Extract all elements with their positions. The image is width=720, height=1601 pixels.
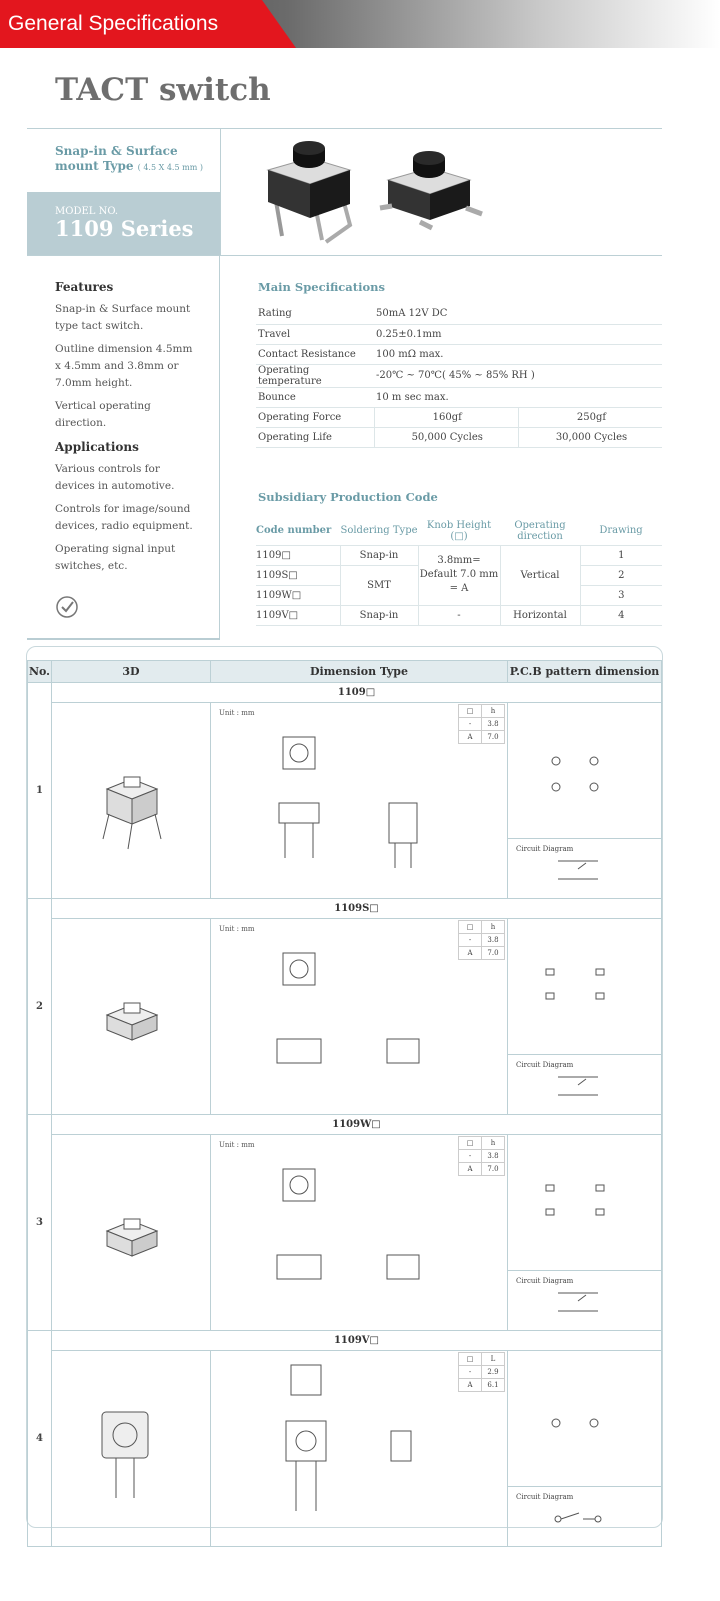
dimension-cell [211,1351,508,1547]
header-title: General Specifications [8,12,219,35]
knob-cell: - [418,605,500,625]
unit-label: Unit : mm [219,925,255,933]
solder-cell: SMT [340,565,418,605]
spec-value: 50,000 Cycles [374,427,518,447]
application-item: Operating signal input switches, etc. [55,543,176,572]
pcb-cell [508,1351,662,1487]
application-item: Controls for image/sound devices, radio equipment. [55,503,193,532]
spec-value: 250gf [518,407,662,427]
spec-label: Operating temperature [256,364,374,387]
circuit-label: Circuit Diagram [516,1061,574,1069]
col-header: Operating direction [500,517,580,545]
col-header: Soldering Type [340,517,418,545]
circuit-label: Circuit Diagram [516,1277,574,1285]
spec-value: 160gf [374,407,518,427]
features-heading: Features [55,280,114,294]
direction-cell: Vertical [500,545,580,605]
switch-3d-image [52,714,210,884]
pcb-cell [508,919,662,1055]
col-header: Dimension Type [211,661,508,683]
col-header: No. [28,661,52,683]
product-photo [250,140,510,250]
drawing-cell: 4 [580,605,662,625]
circuit-cell [508,1271,662,1331]
3d-cell [52,703,211,899]
pcb-pattern [508,703,658,833]
divider [220,128,221,255]
row-number: 2 [28,899,52,1115]
solder-cell: Snap-in [340,545,418,565]
pcb-cell [508,703,662,839]
spec-value: 100 mΩ max. [374,344,662,364]
row-code: 1109W□ [52,1115,662,1135]
sidebar [27,255,220,640]
spec-value: 0.25±0.1mm [374,324,662,344]
circuit-label: Circuit Diagram [516,845,574,853]
row-code: 1109S□ [52,899,662,919]
height-table: □ h - 3.8 A 7.0 [458,1136,505,1176]
3d-cell [52,919,211,1115]
3d-cell [52,1351,211,1547]
spec-label: Operating Force [256,407,374,427]
spec-value: 50mA 12V DC [374,304,662,324]
drawing-cell: 1 [580,545,662,565]
col-header: Code number [256,517,340,545]
dimension-cell [211,703,508,899]
code-cell: 1109V□ [256,605,340,625]
circuit-cell [508,839,662,899]
code-cell: 1109S□ [256,565,340,585]
applications-heading: Applications [55,440,139,454]
spec-label: Operating Life [256,427,374,447]
col-header: Knob Height (□) [418,517,500,545]
application-item: Various controls for devices in automotive. [55,463,175,492]
feature-item: Outline dimension 4.5mm x 4.5mm and 3.8mm or 7.0mm height. [55,343,193,389]
switch-3d-image [52,1362,210,1532]
subsidiary-table [256,517,662,626]
divider [27,128,662,129]
pcb-cell [508,1135,662,1271]
subsidiary-heading: Subsidiary Production Code [258,490,438,504]
height-table: □ h - 3.8 A 7.0 [458,920,505,960]
unit-label: Unit : mm [219,1141,255,1149]
knob-cell: 3.8mm= Default 7.0 mm = A [418,545,500,605]
height-table: □ h - 3.8 A 7.0 [458,704,505,744]
circuit-cell [508,1487,662,1547]
feature-item: Vertical operating direction. [55,400,151,429]
switch-3d-image [52,1146,210,1316]
certification-icon [55,595,79,619]
row-number: 3 [28,1115,52,1331]
pcb-pattern [508,1135,658,1265]
unit-label: Unit : mm [219,709,255,717]
3d-cell [52,1135,211,1331]
dimension-cell [211,919,508,1115]
main-specs-heading: Main Specifications [258,280,385,294]
spec-value: 30,000 Cycles [518,427,662,447]
switch-snapin-image [268,141,350,242]
dimension-cell [211,1135,508,1331]
solder-cell: Snap-in [340,605,418,625]
row-number: 4 [28,1331,52,1547]
code-cell: 1109□ [256,545,340,565]
page-title: TACT switch [55,72,271,108]
switch-smt-image [380,151,482,228]
direction-cell: Horizontal [500,605,580,625]
drawing-table [27,660,662,1547]
main-specs-table [256,304,662,448]
row-code: 1109□ [52,683,662,703]
spec-label: Travel [256,324,374,344]
model-label: MODEL NO. [55,206,119,217]
sidebar-bottom-bar [27,638,220,640]
drawing-cell: 2 [580,565,662,585]
feature-item: Snap-in & Surface mount type tact switch. [55,303,191,332]
spec-label: Bounce [256,387,374,407]
row-number: 1 [28,683,52,899]
pcb-pattern [508,1351,658,1481]
spec-label: Contact Resistance [256,344,374,364]
code-cell: 1109W□ [256,585,340,605]
length-table: □ L - 2.9 A 6.1 [458,1352,505,1392]
circuit-cell [508,1055,662,1115]
drawing-cell: 3 [580,585,662,605]
switch-3d-image [52,930,210,1100]
spec-label: Rating [256,304,374,324]
col-header: Drawing [580,517,662,545]
col-header: 3D [52,661,211,683]
model-series: 1109 Series [55,216,194,241]
spec-value: -20℃ ~ 70℃( 45% ~ 85% RH ) [374,364,662,387]
circuit-label: Circuit Diagram [516,1493,574,1501]
type-label: Snap-in & Surface mount Type ( 4.5 X 4.5 mm ) [55,144,203,173]
row-code: 1109V□ [52,1331,662,1351]
spec-value: 10 m sec max. [374,387,662,407]
pcb-pattern [508,919,658,1049]
col-header: P.C.B pattern dimension [508,661,662,683]
